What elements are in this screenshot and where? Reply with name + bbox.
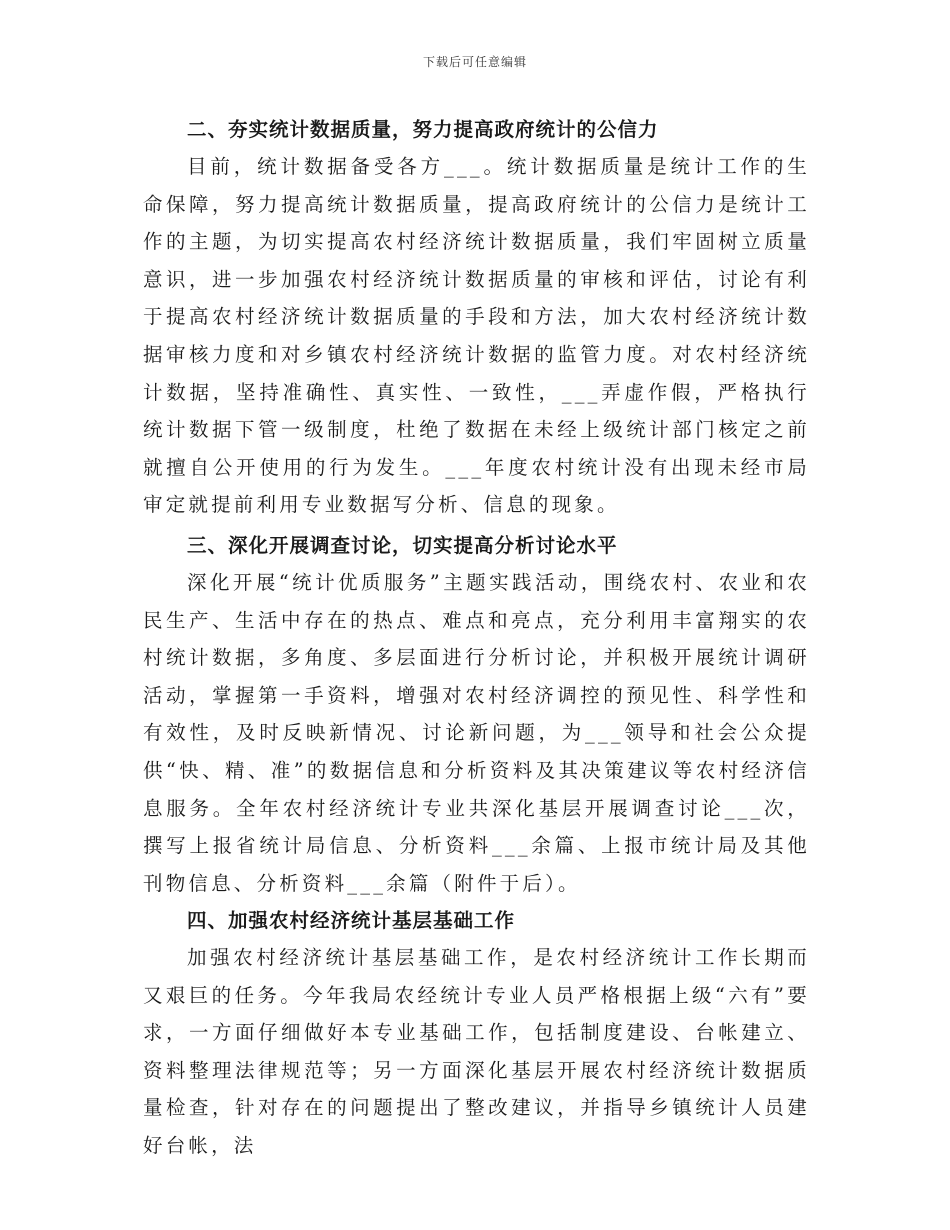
- page-header: 下载后可任意编辑: [422, 55, 527, 69]
- section-heading-4: 四、加强农村经济统计基层基础工作: [187, 909, 516, 932]
- section-heading-3: 三、深化开展调查讨论，切实提高分析讨论水平: [187, 534, 618, 557]
- section-paragraph-4: 加强农村经济统计基层基础工作，是农村经济统计工作长期而又艰巨的任务。今年我局农经统计专业人员严格根据上级“六有”要求，一方面仔细做好本专业基础工作，包括制度建设、台帐建立、资料整理法律规范等；另一方面深化基层开展农村经济统计数据质量检查，针对存在的问题提出了整改建议，并指导乡镇统计人员建好台帐，法: [143, 946, 810, 1157]
- document-body: [143, 112, 810, 1165]
- section-paragraph-3: 深化开展“统计优质服务”主题实践活动，围绕农村、农业和农民生产、生活中存在的热点、难点和亮点，充分利用丰富翔实的农村统计数据，多角度、多层面进行分析讨论，并积极开展统计调研活动，掌握第一手资料，增强对农村经济调控的预见性、科学性和有效性，及时反映新情况、讨论新问题，为___领导和社会公众提供“快、精、准”的数据信息和分析资料及其决策建议等农村经济信息服务。全年农村经济统计专业共深化基层开展调查讨论___次，撰写上报省统计局信息、分析资料___余篇、上报市统计局及其他刊物信息、分析资料___余篇（附件于后）。: [143, 571, 810, 895]
- section-paragraph-2: 目前，统计数据备受各方___。统计数据质量是统计工作的生命保障，努力提高统计数据质量，提高政府统计的公信力是统计工作的主题，为切实提高农村经济统计数据质量，我们牢固树立质量意识，进一步加强农村经济统计数据质量的审核和评估，讨论有利于提高农村经济统计数据质量的手段和方法，加大农村经济统计数据审核力度和对乡镇农村经济统计数据的监管力度。对农村经济统计数据，坚持准确性、真实性、一致性，___弄虚作假，严格执行统计数据下管一级制度，杜绝了数据在未经上级统计部门核定之前就擅自公开使用的行为发生。___年度农村统计没有出现未经市局审定就提前利用专业数据写分析、信息的现象。: [143, 155, 810, 517]
- section-heading-2: 二、夯实统计数据质量，努力提高政府统计的公信力: [187, 118, 659, 141]
